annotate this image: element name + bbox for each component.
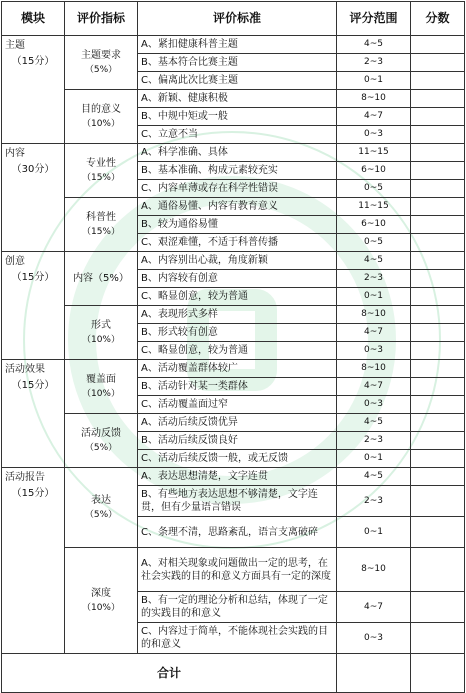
score-cell[interactable] [411,234,465,252]
table-row [2,36,465,54]
score-cell[interactable] [411,396,465,414]
score-cell[interactable] [411,180,465,198]
criteria-cell: A、对相关现象或问题做出一定的思考，在社会实践的目的和意义方面具有一定的深度 [138,548,337,592]
total-row [2,654,465,693]
range-cell: 0~3 [337,342,411,360]
criteria-cell: C、偏离此次比赛主题 [138,72,337,90]
indicator-weight: （10%） [81,388,120,399]
indicator-name: 目的意义 [81,103,121,115]
range-cell: 6~10 [337,216,411,234]
range-cell: 2~3 [337,432,411,450]
range-cell: 0~1 [337,517,411,548]
indicator-weight: （5%） [84,509,118,520]
criteria-cell: C、略显创意，较为普通 [138,288,337,306]
module-cell [2,144,65,252]
range-cell: 8~10 [337,360,411,378]
total-score-cell[interactable] [411,654,465,693]
table-row [2,548,465,592]
score-cell[interactable] [411,126,465,144]
criteria-cell: B、有一定的理论分析和总结，体现了一定的实践目的和意义 [138,592,337,623]
indicator-cell [65,360,138,414]
criteria-cell: A、表达思想清楚，文字连贯 [138,468,337,486]
score-cell[interactable] [411,36,465,54]
criteria-cell: A、科学准确、具体 [138,144,337,162]
table-row [2,360,465,378]
range-cell: 0~1 [337,288,411,306]
indicator-cell [65,198,138,252]
table-row [2,306,465,324]
indicator-name: 形式 [91,319,111,331]
indicator-cell [65,144,138,198]
criteria-cell: C、艰涩难懂，不适于科普传播 [138,234,337,252]
criteria-cell: B、活动针对某一类群体 [138,378,337,396]
score-cell[interactable] [411,378,465,396]
criteria-cell: A、内容别出心裁，角度新颖 [138,252,337,270]
criteria-cell: A、活动覆盖群体较广 [138,360,337,378]
indicator-cell [65,90,138,144]
indicator-name: 深度 [91,587,111,599]
indicator-name: 专业性 [86,157,116,169]
range-cell: 8~10 [337,306,411,324]
indicator-weight: （10%） [81,602,120,613]
criteria-cell: B、活动后续反馈良好 [138,432,337,450]
indicator-name: 科普性 [86,211,116,223]
criteria-cell: C、内容过于简单，不能体现社会实践的目的和意义 [138,623,337,654]
criteria-cell: C、内容单薄或存在科学性错误 [138,180,337,198]
criteria-cell: C、活动覆盖面过窄 [138,396,337,414]
module-name: 主题 [5,40,25,51]
total-label: 合计 [2,654,337,693]
range-cell: 4~7 [337,378,411,396]
range-cell: 11~15 [337,144,411,162]
indicator-name: 表达 [91,494,111,506]
score-cell[interactable] [411,90,465,108]
range-cell: 4~7 [337,324,411,342]
score-cell[interactable] [411,468,465,486]
range-cell: 0~1 [337,450,411,468]
col-header-range: 评分范围 [337,2,411,36]
table-row [2,198,465,216]
criteria-cell: C、立意不当 [138,126,337,144]
score-cell[interactable] [411,342,465,360]
col-header-indicator: 评价指标 [65,2,138,36]
range-cell: 2~3 [337,270,411,288]
range-cell: 4~5 [337,252,411,270]
table-row [2,90,465,108]
indicator-name: 主题要求 [81,49,121,61]
module-weight: （15分） [11,488,55,499]
indicator-cell [65,306,138,360]
criteria-cell: A、通俗易懂、内容有教育意义 [138,198,337,216]
table-row [2,468,465,486]
score-cell[interactable] [411,517,465,548]
range-cell: 0~1 [337,72,411,90]
range-cell: 4~7 [337,592,411,623]
range-cell: 8~10 [337,90,411,108]
score-cell[interactable] [411,108,465,126]
score-cell[interactable] [411,144,465,162]
criteria-cell: A、表现形式多样 [138,306,337,324]
range-cell: 0~3 [337,623,411,654]
criteria-cell: B、有些地方表达思想不够清楚，文字连贯，但有少量语言错误 [138,486,337,517]
criteria-cell: C、活动后续反馈一般，或无反馈 [138,450,337,468]
indicator-cell [65,36,138,90]
range-cell: 4~5 [337,468,411,486]
criteria-cell: A、紧扣健康科普主题 [138,36,337,54]
criteria-cell: B、较为通俗易懂 [138,216,337,234]
score-cell[interactable] [411,306,465,324]
score-cell[interactable] [411,72,465,90]
criteria-cell: B、基本准确、构成元素较充实 [138,162,337,180]
range-cell: 2~3 [337,486,411,517]
range-cell: 6~10 [337,162,411,180]
score-cell[interactable] [411,162,465,180]
module-weight: （15分） [11,56,55,67]
indicator-cell [65,468,138,548]
module-name: 活动效果 [5,364,45,375]
table-row [2,144,465,162]
col-header-criteria: 评价标准 [138,2,337,36]
score-cell[interactable] [411,623,465,654]
score-cell[interactable] [411,270,465,288]
header-row [2,2,465,36]
criteria-cell: A、新颖、健康积极 [138,90,337,108]
module-name: 创意 [5,256,25,267]
score-cell[interactable] [411,324,465,342]
range-cell: 4~7 [337,108,411,126]
score-cell[interactable] [411,592,465,623]
range-cell: 4~5 [337,414,411,432]
module-name: 内容 [5,148,25,159]
indicator-cell [65,252,138,306]
range-cell: 4~5 [337,36,411,54]
range-cell: 0~3 [337,126,411,144]
score-cell[interactable] [411,414,465,432]
indicator-weight: （15%） [81,226,120,237]
range-cell: 0~3 [337,396,411,414]
score-cell[interactable] [411,288,465,306]
score-cell[interactable] [411,450,465,468]
module-name: 活动报告 [5,472,45,483]
score-cell[interactable] [411,252,465,270]
indicator-weight: （5%） [84,64,118,75]
criteria-cell: C、略显创意，较为普通 [138,342,337,360]
range-cell: 8~10 [337,548,411,592]
range-cell: 2~3 [337,54,411,72]
indicator-weight: （10%） [81,334,120,345]
module-cell [2,252,65,360]
score-cell[interactable] [411,432,465,450]
total-range-cell [337,654,411,693]
score-cell[interactable] [411,548,465,592]
criteria-cell: B、形式较有创意 [138,324,337,342]
range-cell: 11~15 [337,198,411,216]
module-weight: （15分） [11,380,55,391]
indicator-cell [65,414,138,468]
col-header-module: 模块 [2,2,65,36]
module-cell [2,360,65,468]
range-cell: 0~5 [337,180,411,198]
score-cell[interactable] [411,486,465,517]
module-cell [2,468,65,654]
criteria-cell: B、基本符合比赛主题 [138,54,337,72]
indicator-name: 内容（5%） [73,273,129,284]
col-header-score: 分数 [411,2,465,36]
indicator-weight: （15%） [81,172,120,183]
criteria-cell: C、条理不清，思路紊乱，语言支离破碎 [138,517,337,548]
criteria-cell: B、内容较有创意 [138,270,337,288]
module-weight: （15分） [11,272,55,283]
criteria-cell: B、中规中矩或一般 [138,108,337,126]
score-cell[interactable] [411,54,465,72]
criteria-cell: A、活动后续反馈优异 [138,414,337,432]
indicator-weight: （10%） [81,118,120,129]
indicator-weight: （5%） [84,442,118,453]
score-cell[interactable] [411,216,465,234]
module-cell [2,36,65,144]
table-row [2,414,465,432]
score-cell[interactable] [411,198,465,216]
indicator-cell [65,548,138,654]
indicator-name: 覆盖面 [86,373,116,385]
module-weight: （30分） [11,164,55,175]
indicator-name: 活动反馈 [81,427,121,439]
table-body [2,36,465,654]
scoring-table [1,1,465,693]
range-cell: 0~5 [337,234,411,252]
table-row [2,252,465,270]
score-cell[interactable] [411,360,465,378]
